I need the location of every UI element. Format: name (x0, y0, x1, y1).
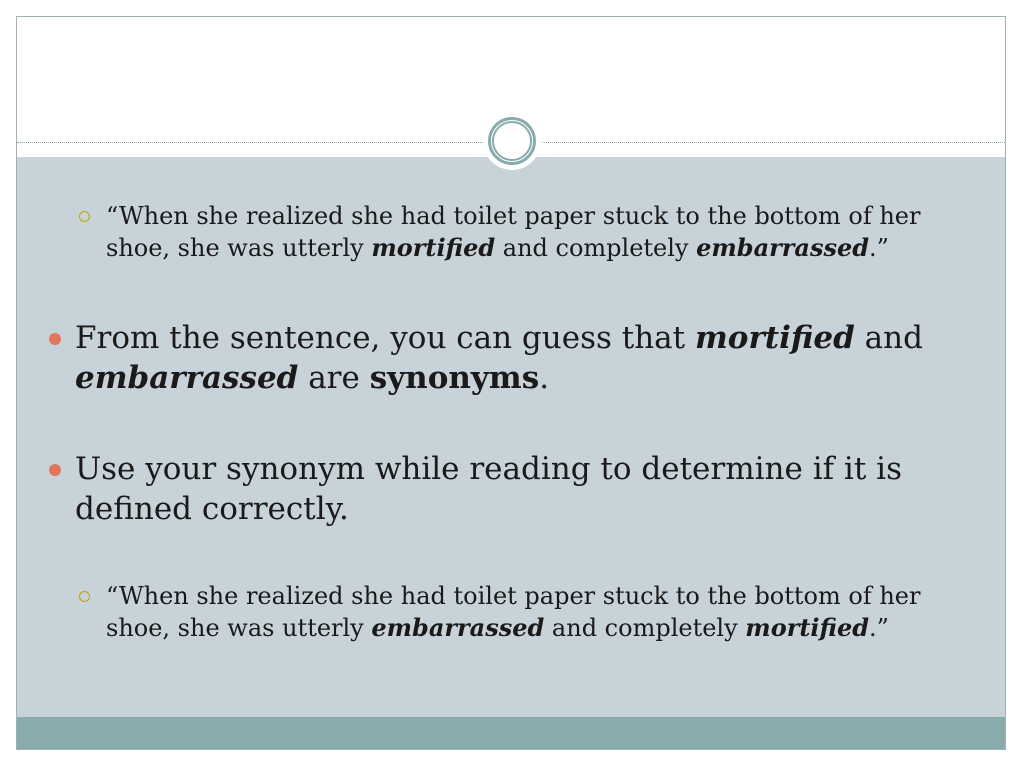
sub-bullet-1 (106, 200, 956, 264)
ring-bullet-icon (79, 591, 90, 602)
circle-ornament-inner (492, 121, 532, 161)
bullet-text: . (539, 360, 550, 396)
bullet-text: and (854, 320, 923, 356)
emphasis-word: embarrassed (75, 360, 299, 396)
bullet-text: and completely (544, 614, 746, 642)
bullet-text: “When she realized she had toilet paper stuck to the bottom of her shoe, she was utterly (106, 582, 921, 642)
emphasis-word: mortified (745, 613, 870, 642)
emphasis-word: mortified (694, 320, 855, 356)
ring-bullet-icon (79, 211, 90, 222)
emphasis-word: mortified (371, 233, 496, 262)
bullet-text: Use your synonym while reading to determine if it is defined correctly. (75, 451, 902, 527)
emphasis-word: synonyms (369, 360, 540, 396)
bullet-text: and completely (495, 234, 697, 262)
dot-bullet-icon (49, 333, 61, 345)
main-bullet-1 (75, 318, 955, 398)
main-bullet-2 (75, 449, 935, 529)
bullet-text: “When she realized she had toilet paper stuck to the bottom of her shoe, she was utterly (106, 202, 921, 262)
emphasis-word: embarrassed (696, 233, 870, 262)
bullet-text: From the sentence, you can guess that (75, 320, 695, 356)
emphasis-word: embarrassed (371, 613, 545, 642)
dot-bullet-icon (49, 464, 61, 476)
sub-bullet-2 (106, 580, 956, 644)
bullet-text: are (298, 360, 370, 396)
footer-band (17, 717, 1005, 750)
bullet-text: .” (869, 614, 889, 642)
bullet-text: .” (869, 234, 889, 262)
